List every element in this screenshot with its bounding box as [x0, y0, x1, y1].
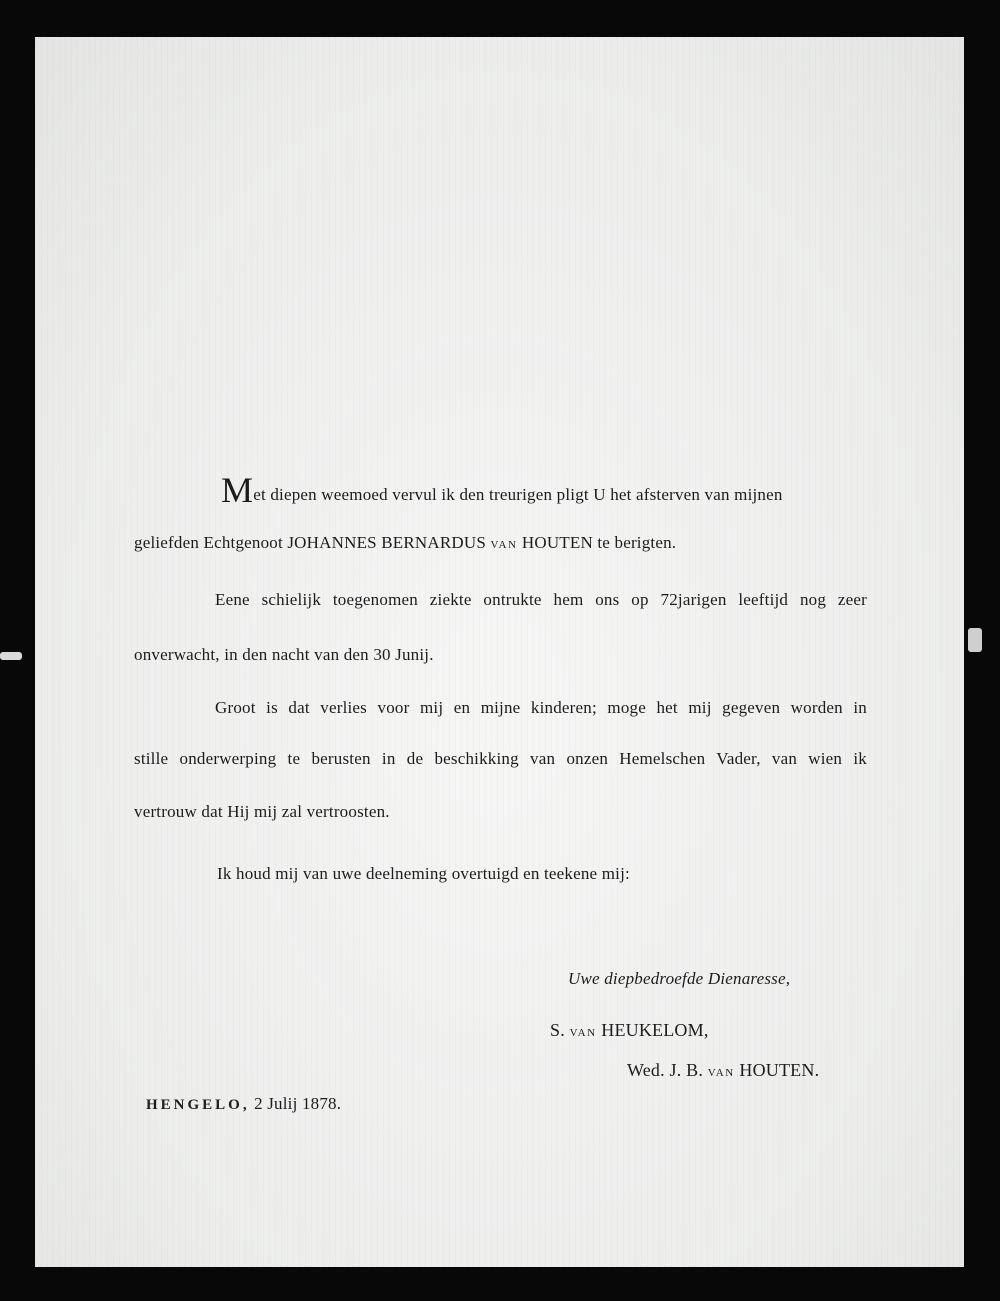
closing-line: Uwe diepbedroefde Dienaresse,	[568, 969, 791, 988]
edge-mark-left	[0, 652, 22, 660]
place-name: HENGELO,	[146, 1097, 250, 1113]
paragraph-1-line-1	[221, 472, 867, 508]
edge-mark-right	[968, 628, 982, 652]
paragraph-1-line-1-text: et diepen weemoed vervul ik den treurigen pligt U het afsterven van mijnen	[253, 485, 783, 504]
paragraph-3-line-3: vertrouw dat Hij mij zal vertroosten.	[134, 802, 390, 821]
paragraph-1-line-2	[134, 533, 676, 553]
paragraph-3-line-2: stille onderwerping te berusten in de beschikking van onzen Hemelschen Vader, van wien ik	[134, 749, 867, 768]
paragraph-3-line-1: Groot is dat verlies voor mij en mijne kinderen; moge het mij gegeven worden in	[215, 698, 867, 717]
signature-line-2	[627, 1060, 819, 1081]
paragraph-1-line-2-a: geliefden Echtgenoot JOHANNES BERNARDUS	[134, 533, 487, 552]
signature-1-van: VAN	[569, 1027, 597, 1039]
paragraph-1-line-2-van: VAN	[490, 539, 518, 551]
signature-2-prefix: Wed. J. B.	[627, 1060, 704, 1080]
paragraph-2-line-2: onverwacht, in den nacht van den 30 Junij.	[134, 645, 434, 664]
signature-2-van: VAN	[707, 1067, 735, 1079]
paragraph-1-line-2-b: HOUTEN te berigten.	[521, 533, 677, 552]
signature-1-surname: HEUKELOM,	[601, 1020, 709, 1040]
signature-2-surname: HOUTEN.	[739, 1060, 820, 1080]
paragraph-2-line-1: Eene schielijk toegenomen ziekte ontrukte hem ons op 72jarigen leeftijd nog zeer	[215, 590, 867, 609]
signature-1-initial: S.	[550, 1020, 565, 1040]
paragraph-4-line-1: Ik houd mij van uwe deelneming overtuigd en teekene mij:	[217, 864, 630, 883]
signature-line-1	[550, 1020, 709, 1041]
date-text: 2 Julij 1878.	[254, 1094, 342, 1113]
place-date-line	[146, 1094, 341, 1114]
drop-initial: M	[221, 470, 254, 510]
